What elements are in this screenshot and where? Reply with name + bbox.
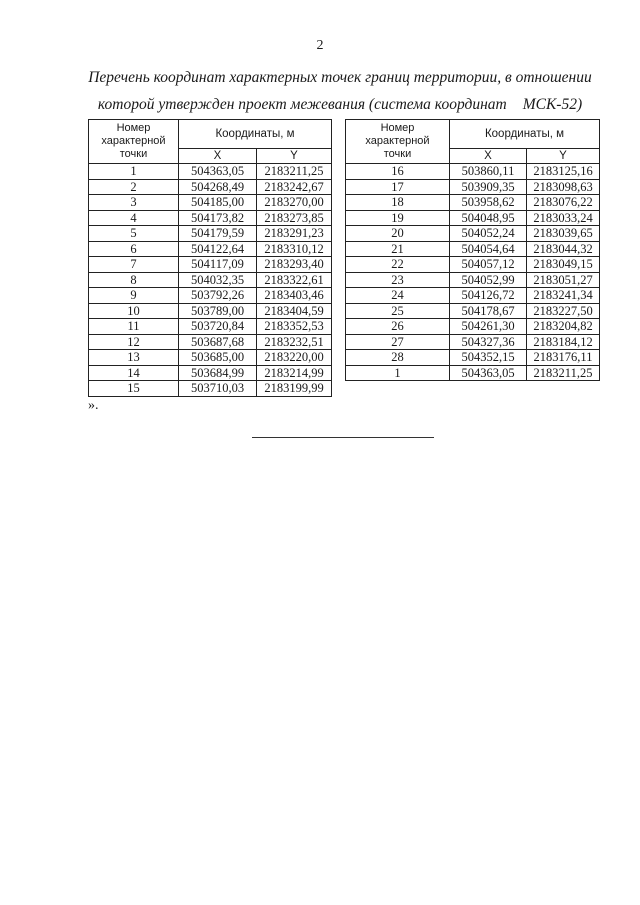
y-coordinate-cell: 2183211,25 [527, 365, 600, 381]
table-row [89, 226, 332, 242]
table-row [346, 226, 600, 242]
x-coordinate-cell: 504052,99 [450, 272, 527, 288]
table-row [89, 350, 332, 366]
document-title [60, 64, 620, 118]
point-number-cell: 20 [346, 226, 450, 242]
header-y: Y [257, 149, 332, 164]
header-point-line-2: характерной [101, 135, 166, 147]
y-coordinate-cell: 2183241,34 [527, 288, 600, 304]
title-line-2 [60, 91, 620, 118]
point-number-cell: 28 [346, 350, 450, 366]
y-coordinate-cell: 2183033,24 [527, 210, 600, 226]
y-coordinate-cell: 2183220,00 [257, 350, 332, 366]
x-coordinate-cell: 504122,64 [179, 241, 257, 257]
point-number-cell: 13 [89, 350, 179, 366]
header-point-line-1: Номер [380, 122, 415, 134]
title-line-1: Перечень координат характерных точек границ территории, в отношении [88, 69, 592, 86]
point-number-cell: 14 [89, 365, 179, 381]
coordinates-table-left [88, 119, 332, 397]
table-row [89, 303, 332, 319]
table-row [346, 241, 600, 257]
x-coordinate-cell: 504185,00 [179, 195, 257, 211]
table-right-body [346, 164, 600, 381]
point-number-cell: 19 [346, 210, 450, 226]
point-number-cell: 17 [346, 179, 450, 195]
point-number-cell: 23 [346, 272, 450, 288]
y-coordinate-cell: 2183232,51 [257, 334, 332, 350]
point-number-cell: 5 [89, 226, 179, 242]
table-row [346, 179, 600, 195]
x-coordinate-cell: 504268,49 [179, 179, 257, 195]
table-row [346, 164, 600, 180]
page-number: 2 [316, 38, 324, 53]
table-row [89, 319, 332, 335]
table-row [89, 257, 332, 273]
table-row [89, 241, 332, 257]
table-row [89, 272, 332, 288]
table-row [346, 350, 600, 366]
x-coordinate-cell: 504179,59 [179, 226, 257, 242]
x-coordinate-cell: 504363,05 [179, 164, 257, 180]
x-coordinate-cell: 504327,36 [450, 334, 527, 350]
x-coordinate-cell: 503684,99 [179, 365, 257, 381]
point-number-cell: 9 [89, 288, 179, 304]
y-coordinate-cell: 2183044,32 [527, 241, 600, 257]
x-coordinate-cell: 503789,00 [179, 303, 257, 319]
x-coordinate-cell: 504126,72 [450, 288, 527, 304]
header-point-line-3: точки [119, 148, 148, 160]
point-number-cell: 7 [89, 257, 179, 273]
x-coordinate-cell: 503860,11 [450, 164, 527, 180]
y-coordinate-cell: 2183352,53 [257, 319, 332, 335]
table-row [346, 257, 600, 273]
x-coordinate-cell: 503685,00 [179, 350, 257, 366]
table-row [89, 179, 332, 195]
y-coordinate-cell: 2183125,16 [527, 164, 600, 180]
point-number-cell: 16 [346, 164, 450, 180]
x-coordinate-cell: 504173,82 [179, 210, 257, 226]
y-coordinate-cell: 2183214,99 [257, 365, 332, 381]
y-coordinate-cell: 2183270,00 [257, 195, 332, 211]
y-coordinate-cell: 2183403,46 [257, 288, 332, 304]
table-row [89, 288, 332, 304]
table-row [346, 303, 600, 319]
x-coordinate-cell: 504363,05 [450, 365, 527, 381]
y-coordinate-cell: 2183211,25 [257, 164, 332, 180]
point-number-cell: 26 [346, 319, 450, 335]
x-coordinate-cell: 503909,35 [450, 179, 527, 195]
x-coordinate-cell: 504117,09 [179, 257, 257, 273]
point-number-cell: 1 [89, 164, 179, 180]
table-row [346, 288, 600, 304]
table-row [89, 210, 332, 226]
header-x: X [179, 149, 257, 164]
point-number-cell: 3 [89, 195, 179, 211]
x-coordinate-cell: 504048,95 [450, 210, 527, 226]
y-coordinate-cell: 2183184,12 [527, 334, 600, 350]
header-point-line-3: точки [383, 148, 412, 160]
y-coordinate-cell: 2183204,82 [527, 319, 600, 335]
header-y: Y [527, 149, 600, 164]
header-coordinates: Координаты, м [179, 120, 332, 149]
y-coordinate-cell: 2183227,50 [527, 303, 600, 319]
y-coordinate-cell: 2183273,85 [257, 210, 332, 226]
header-point-line-1: Номер [116, 122, 151, 134]
table-row [89, 195, 332, 211]
point-number-cell: 25 [346, 303, 450, 319]
x-coordinate-cell: 504032,35 [179, 272, 257, 288]
closing-mark: ». [88, 398, 99, 413]
title-line-2b: МСК-52) [522, 96, 583, 113]
y-coordinate-cell: 2183242,67 [257, 179, 332, 195]
x-coordinate-cell: 504057,12 [450, 257, 527, 273]
x-coordinate-cell: 503792,26 [179, 288, 257, 304]
point-number-cell: 21 [346, 241, 450, 257]
table-row [346, 210, 600, 226]
x-coordinate-cell: 503687,68 [179, 334, 257, 350]
y-coordinate-cell: 2183098,63 [527, 179, 600, 195]
y-coordinate-cell: 2183404,59 [257, 303, 332, 319]
point-number-cell: 8 [89, 272, 179, 288]
coordinates-table-right [345, 119, 600, 381]
y-coordinate-cell: 2183076,22 [527, 195, 600, 211]
header-point-number [346, 120, 450, 164]
y-coordinate-cell: 2183199,99 [257, 381, 332, 397]
y-coordinate-cell: 2183293,40 [257, 257, 332, 273]
header-coordinates: Координаты, м [450, 120, 600, 149]
table-row [346, 365, 600, 381]
point-number-cell: 10 [89, 303, 179, 319]
x-coordinate-cell: 503710,03 [179, 381, 257, 397]
table-row [346, 195, 600, 211]
y-coordinate-cell: 2183176,11 [527, 350, 600, 366]
x-coordinate-cell: 503720,84 [179, 319, 257, 335]
point-number-cell: 18 [346, 195, 450, 211]
table-row [89, 334, 332, 350]
point-number-cell: 4 [89, 210, 179, 226]
header-point-line-2: характерной [365, 135, 430, 147]
point-number-cell: 6 [89, 241, 179, 257]
table-row [89, 381, 332, 397]
x-coordinate-cell: 504352,15 [450, 350, 527, 366]
point-number-cell: 11 [89, 319, 179, 335]
y-coordinate-cell: 2183051,27 [527, 272, 600, 288]
table-row [89, 365, 332, 381]
point-number-cell: 22 [346, 257, 450, 273]
table-left-body [89, 164, 332, 397]
x-coordinate-cell: 504261,30 [450, 319, 527, 335]
table-row [346, 319, 600, 335]
point-number-cell: 24 [346, 288, 450, 304]
y-coordinate-cell: 2183322,61 [257, 272, 332, 288]
point-number-cell: 2 [89, 179, 179, 195]
table-row [346, 334, 600, 350]
point-number-cell: 12 [89, 334, 179, 350]
point-number-cell: 27 [346, 334, 450, 350]
y-coordinate-cell: 2183039,65 [527, 226, 600, 242]
point-number-cell: 1 [346, 365, 450, 381]
table-row [346, 272, 600, 288]
x-coordinate-cell: 504178,67 [450, 303, 527, 319]
point-number-cell: 15 [89, 381, 179, 397]
header-x: X [450, 149, 527, 164]
x-coordinate-cell: 503958,62 [450, 195, 527, 211]
y-coordinate-cell: 2183310,12 [257, 241, 332, 257]
y-coordinate-cell: 2183291,23 [257, 226, 332, 242]
title-line-2a: которой утвержден проект межевания (система координат [97, 96, 507, 113]
separator-line [252, 437, 434, 438]
x-coordinate-cell: 504054,64 [450, 241, 527, 257]
header-point-number [89, 120, 179, 164]
y-coordinate-cell: 2183049,15 [527, 257, 600, 273]
table-row [89, 164, 332, 180]
x-coordinate-cell: 504052,24 [450, 226, 527, 242]
